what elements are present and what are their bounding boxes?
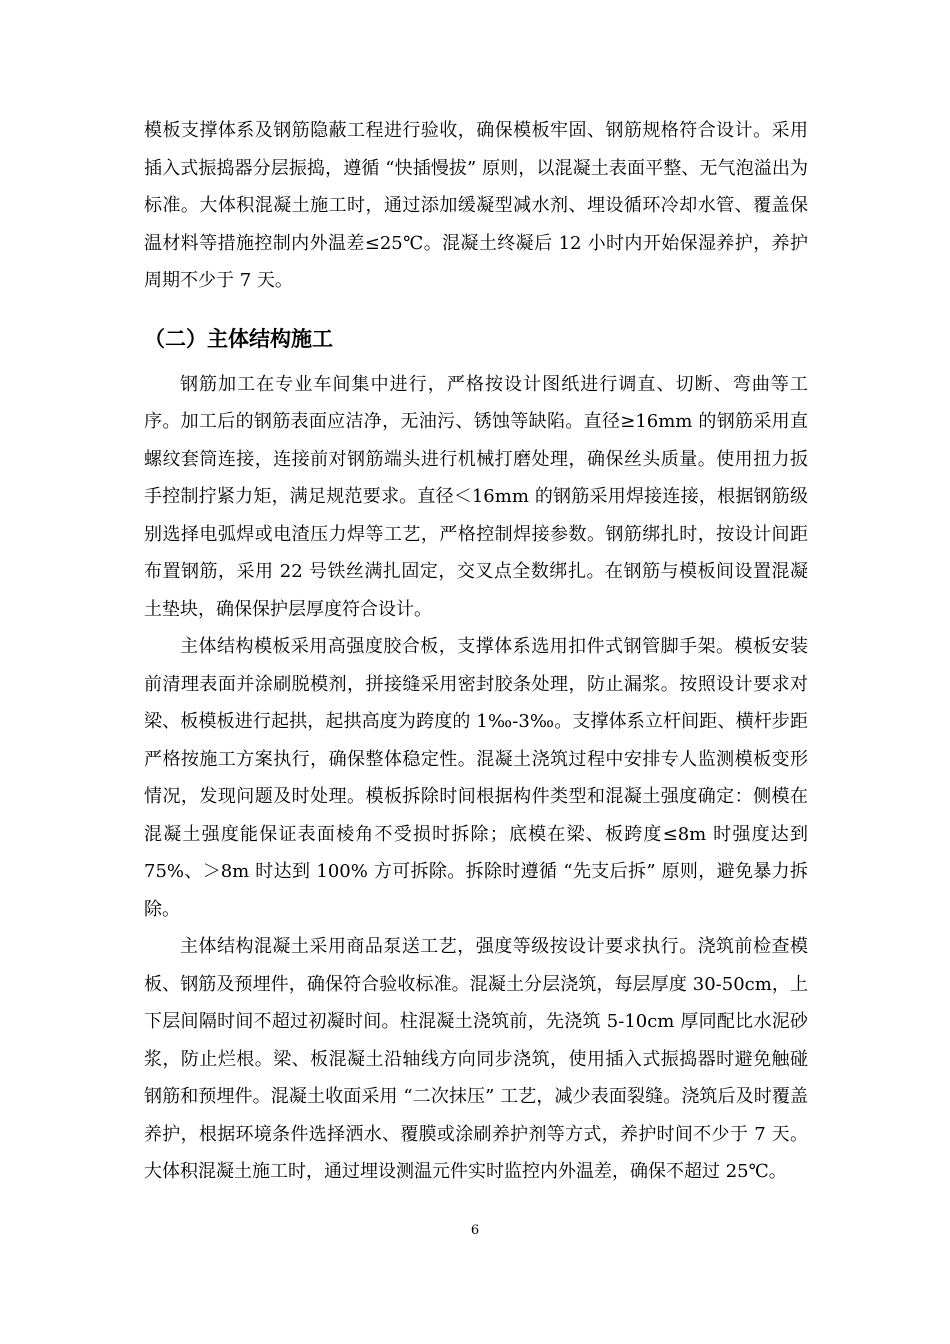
paragraph-concrete: 主体结构混凝土采用商品泵送工艺，强度等级按设计要求执行。浇筑前检查模板、钢筋及预埋件，确保符合验收标准。混凝土分层浇筑，每层厚度 30-50cm，上下层间隔时间不超过初凝时间。柱混凝土浇筑前，先浇筑 5-10cm 厚同配比水泥砂浆，防止烂根。梁、板混凝土沿轴线方向同步浇筑，使用插入式振捣器时避免触碰钢筋和预埋件。混凝土收面采用 “二次抹压” 工艺，减少表面裂缝。浇筑后及时覆盖养护，根据环境条件选择洒水、覆膜或涂刷养护剂等方式，养护时间不少于 7 天。大体积混凝土施工时，通过埋设测温元件实时监控内外温差，确保不超过 25℃。: [144, 936, 808, 1182]
page-number: 6: [470, 1223, 480, 1238]
paragraph-continuation: 模板支撑体系及钢筋隐蔽工程进行验收，确保模板牢固、钢筋规格符合设计。采用插入式振捣器分层振捣，遵循 “快插慢拔” 原则，以混凝土表面平整、无气泡溢出为标准。大体积混凝土施工时，通过添加缓凝型减水剂、埋设循环冷却水管、覆盖保温材料等措施控制内外温差≤25℃。混凝土终凝后 12 小时内开始保湿养护，养护周期不少于 7 天。: [144, 120, 808, 291]
page-content: [144, 112, 808, 1191]
section-heading: （二）主体结构施工: [144, 326, 333, 351]
paragraph-formwork: 主体结构模板采用高强度胶合板，支撑体系选用扣件式钢管脚手架。模板安装前清理表面并涂刷脱模剂，拼接缝采用密封胶条处理，防止漏浆。按照设计要求对梁、板模板进行起拱，起拱高度为跨度的 1‰-3‰。支撑体系立杆间距、横杆步距严格按施工方案执行，确保整体稳定性。混凝土浇筑过程中安排专人监测模板变形情况，发现问题及时处理。模板拆除时间根据构件类型和混凝土强度确定：侧模在混凝土强度能保证表面棱角不受损时拆除；底模在梁、板跨度≤8m 时强度达到 75%、＞8m 时达到 100% 方可拆除。拆除时遵循 “先支后拆” 原则，避免暴力拆除。: [144, 636, 808, 920]
paragraph-rebar: 钢筋加工在专业车间集中进行，严格按设计图纸进行调直、切断、弯曲等工序。加工后的钢筋表面应洁净，无油污、锈蚀等缺陷。直径≥16mm 的钢筋采用直螺纹套筒连接，连接前对钢筋端头进行机械打磨处理，确保丝头质量。使用扭力扳手控制拧紧力矩，满足规范要求。直径＜16mm 的钢筋采用焊接连接，根据钢筋级别选择电弧焊或电渣压力焊等工艺，严格控制焊接参数。钢筋绑扎时，按设计间距布置钢筋，采用 22 号铁丝满扎固定，交叉点全数绑扎。在钢筋与模板间设置混凝土垫块，确保保护层厚度符合设计。: [144, 373, 808, 620]
